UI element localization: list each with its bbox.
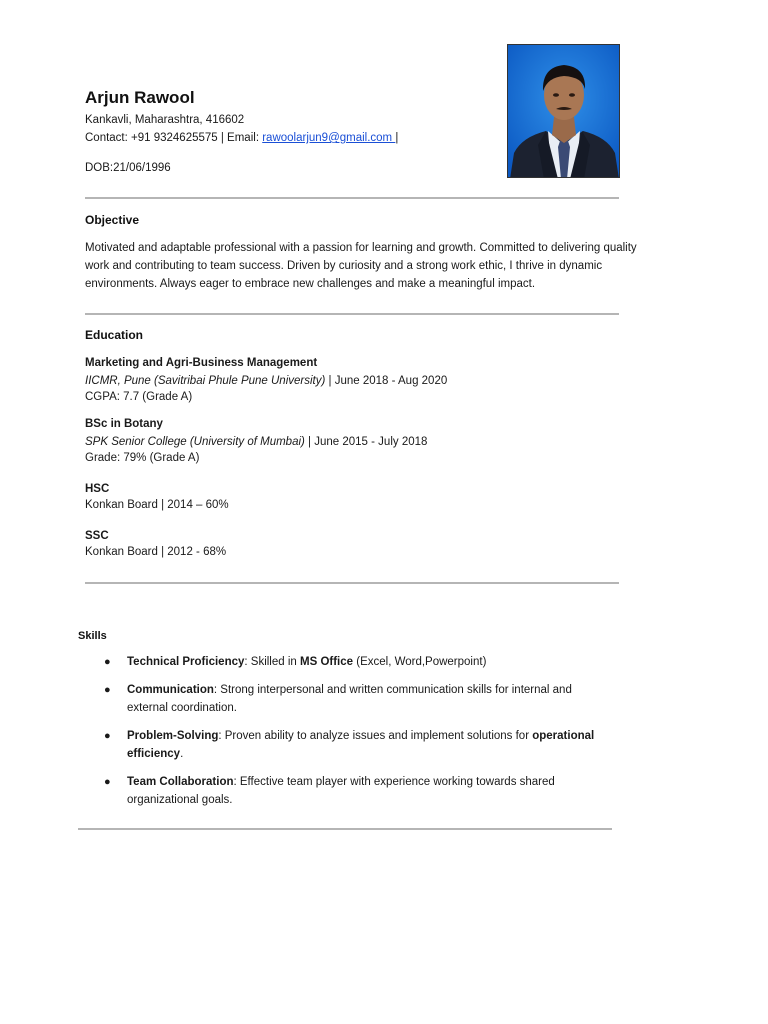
education-score: Grade: 79% (Grade A) [85, 452, 200, 464]
contact-line [85, 130, 398, 146]
email-link[interactable]: rawoolarjun9@gmail.com [262, 132, 396, 144]
divider [85, 313, 619, 315]
candidate-name: Arjun Rawool [85, 88, 195, 107]
objective-text: Motivated and adaptable professional with a passion for learning and growth. Committed to delivering quality work and contributing to team success. Driven by curiosity and a strong work ethic, I thrive in dynamic environments. Always eager to embrace new challenges and make a meaningful impact. [85, 242, 637, 290]
skill-text: (Excel, Word,Powerpoint) [353, 656, 487, 668]
objective-heading: Objective [85, 213, 140, 227]
divider [78, 828, 612, 830]
divider [85, 582, 619, 584]
education-period: | June 2015 - July 2018 [304, 436, 428, 448]
bullet-icon: ● [104, 730, 111, 742]
education-title: Marketing and Agri-Business Management [85, 357, 318, 369]
list-item [100, 653, 610, 671]
portrait-image [508, 45, 620, 178]
education-heading: Education [85, 328, 144, 342]
skill-highlight: operational efficiency [127, 730, 595, 760]
skill-text: : Skilled in [244, 656, 300, 668]
bullet-icon: ● [104, 776, 111, 788]
education-period: | June 2018 - Aug 2020 [325, 375, 448, 387]
education-score: CGPA: 7.7 (Grade A) [85, 391, 193, 403]
contact-text: Contact: +91 9324625575 | Email: [85, 132, 263, 144]
address: Kankavli, Maharashtra, 416602 [85, 114, 245, 126]
education-institution-line [85, 373, 447, 389]
skill-highlight: MS Office [300, 656, 354, 668]
skill-label: Communication [127, 684, 214, 696]
date-of-birth: DOB:21/06/1996 [85, 162, 171, 174]
skill-text: . [180, 748, 184, 760]
skill-label: Technical Proficiency [127, 656, 245, 668]
skills-list [100, 653, 610, 819]
education-title: SSC [85, 530, 109, 542]
bullet-icon: ● [104, 656, 111, 668]
education-title: HSC [85, 483, 110, 495]
education-institution: IICMR, Pune (Savitribai Phule Pune University) [85, 375, 326, 387]
divider [85, 197, 619, 199]
skill-text: : Proven ability to analyze issues and implement solutions for [218, 730, 533, 742]
list-item [100, 727, 610, 763]
education-institution-line [85, 434, 427, 450]
skill-label: Problem-Solving [127, 730, 219, 742]
education-institution: SPK Senior College (University of Mumbai) [85, 436, 305, 448]
list-item [100, 681, 610, 717]
skill-text: : Strong interpersonal and written communication skills for internal and external coordination. [127, 684, 572, 714]
education-title: BSc in Botany [85, 418, 163, 430]
contact-separator: | [395, 132, 399, 144]
skills-heading: Skills [78, 630, 107, 642]
skill-text: : Effective team player with experience working towards shared organizational goals. [127, 776, 555, 806]
profile-photo [507, 44, 620, 178]
bullet-icon: ● [104, 684, 111, 696]
list-item [100, 773, 610, 809]
skill-label: Team Collaboration [127, 776, 234, 788]
education-detail: Konkan Board | 2012 - 68% [85, 546, 227, 558]
education-detail: Konkan Board | 2014 – 60% [85, 499, 229, 511]
